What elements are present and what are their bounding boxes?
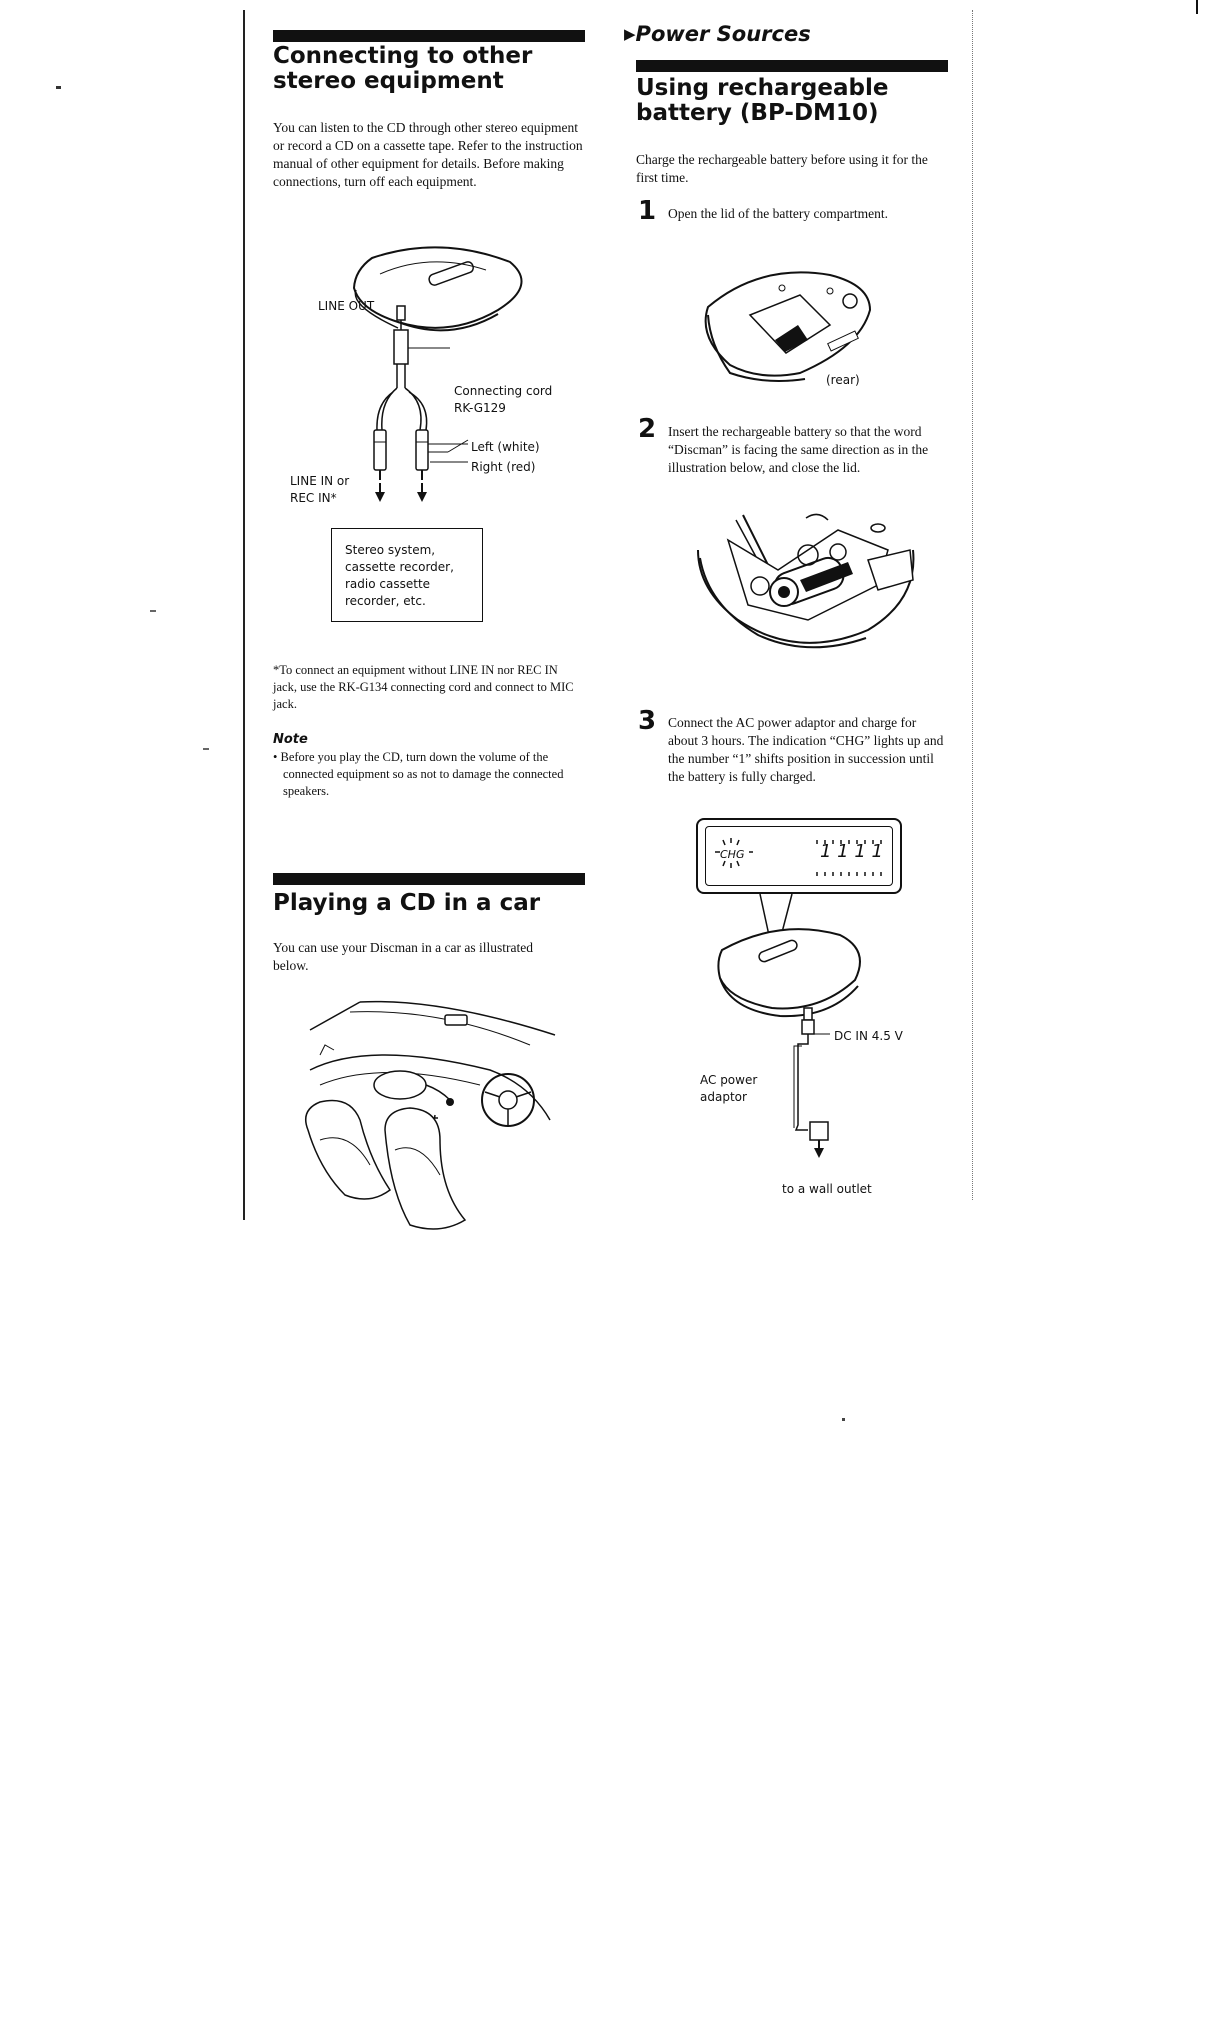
battery-title-line2: battery (BP-DM10) (636, 100, 879, 126)
battery-intro: Charge the rechargeable battery before using it for the first time. (636, 152, 928, 185)
lcd-blink-marks (705, 826, 893, 886)
cd-player-illustration (354, 247, 522, 330)
car-title: Playing a CD in a car (273, 890, 541, 916)
cord-label: Connecting cord (454, 384, 553, 398)
adaptor-label: adaptor (700, 1090, 747, 1104)
left-page-edge (243, 10, 245, 1220)
left-white-label: Left (white) (471, 440, 540, 454)
chg-indicator: CHG (720, 848, 745, 861)
charge-digits: 1 1 1 1 (820, 841, 883, 862)
line-out-label: LINE OUT (318, 299, 375, 313)
rec-in-label: REC IN* (290, 491, 337, 505)
right-page-edge (972, 10, 973, 1200)
wall-outlet-label: to a wall outlet (782, 1182, 872, 1196)
triangle-bullet-icon: ▶ (624, 25, 636, 43)
scan-speck (203, 748, 209, 750)
battery-title-line1: Using rechargeable (636, 75, 889, 101)
power-sources-label (624, 22, 811, 46)
step-number: 2 (638, 414, 657, 444)
stereo-title: Connecting to other stereo equipment (273, 43, 533, 94)
rear-label: (rear) (826, 373, 860, 387)
stereo-body: You can listen to the CD through other stereo equipment or record a CD on a cassette tape. Refer to the instruction manual of other equipment for details. Before making connections, turn off each equipment. (273, 120, 583, 189)
connecting-cord-illustration (374, 306, 428, 502)
battery-compartment-rear-illustration (690, 255, 890, 395)
step-text: Insert the rechargeable battery so that the word “Discman” is facing the same direction as in the illustration below, and close the lid. (668, 424, 929, 475)
cord-model-label: RK-G129 (454, 401, 506, 415)
note-text: • Before you play the CD, turn down the volume of the connected equipment so as not to damage the connected speakers. (273, 750, 564, 798)
step-text: Open the lid of the battery compartment. (668, 206, 889, 221)
ac-adaptor-connection-diagram (700, 890, 930, 1160)
dc-in-label: DC IN 4.5 V (834, 1029, 903, 1043)
section-rule (273, 30, 585, 42)
step-text: Connect the AC power adaptor and charge for about 3 hours. The indication “CHG” lights up and the number “1” shifts position in succession until the battery is fully charged. (668, 715, 944, 784)
corner-mark (1196, 0, 1198, 14)
note-title: Note (273, 732, 308, 747)
insert-battery-illustration (688, 510, 928, 660)
step-number: 3 (638, 706, 657, 736)
section-rule (273, 873, 585, 885)
scan-speck (842, 1418, 845, 1421)
line-in-label: LINE IN or (290, 474, 350, 488)
stereo-footnote: *To connect an equipment without LINE IN nor REC IN jack, use the RK-G134 connecting cord and connect to MIC jack. (273, 663, 574, 711)
ac-power-label: AC power (700, 1073, 758, 1087)
stereo-system-box-text: Stereo system, cassette recorder, radio cassette recorder, etc. (345, 543, 454, 608)
power-sources-text: Power Sources (635, 22, 811, 46)
right-red-label: Right (red) (471, 460, 536, 474)
section-rule (636, 60, 948, 72)
car-body: You can use your Discman in a car as illustrated below. (273, 940, 533, 973)
step-number: 1 (638, 196, 657, 226)
scan-speck (56, 86, 61, 89)
scan-speck (150, 610, 156, 612)
car-interior-illustration (290, 990, 570, 1240)
